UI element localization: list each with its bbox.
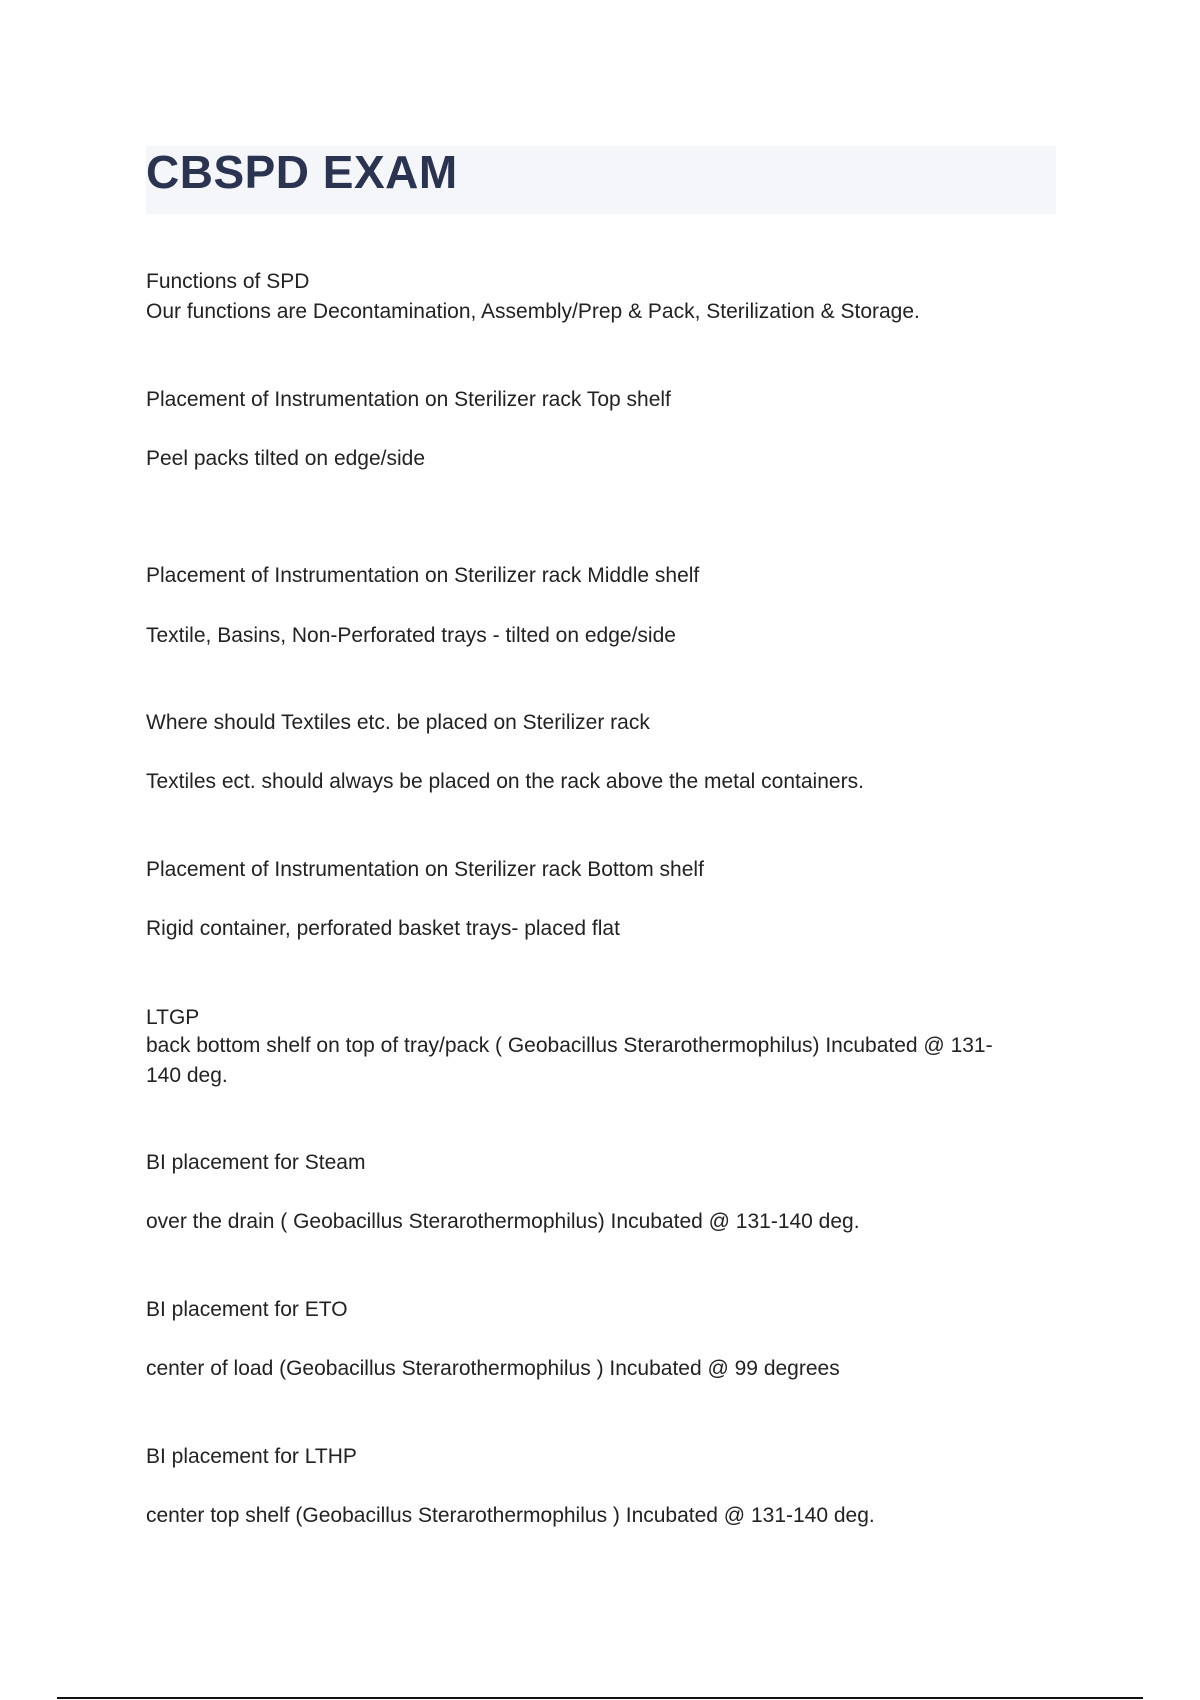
card-definition-bottom-shelf: Rigid container, perforated basket trays- placed flat xyxy=(146,917,620,940)
card-term-bi-eto: BI placement for ETO xyxy=(146,1298,348,1321)
card-term-top-shelf: Placement of Instrumentation on Sterilizer rack Top shelf xyxy=(146,388,671,411)
card-definition-functions-of-spd: Our functions are Decontamination, Assembly/Prep & Pack, Sterilization & Storage. xyxy=(146,300,920,323)
footer-rule xyxy=(57,1697,1143,1699)
card-definition-textiles-placement: Textiles ect. should always be placed on the rack above the metal containers. xyxy=(146,770,864,793)
card-term-bottom-shelf: Placement of Instrumentation on Sterilizer rack Bottom shelf xyxy=(146,858,704,881)
card-term-ltgp: LTGP xyxy=(146,1006,200,1029)
card-term-functions-of-spd: Functions of SPD xyxy=(146,270,310,293)
card-term-textiles-placement: Where should Textiles etc. be placed on Sterilizer rack xyxy=(146,711,650,734)
card-term-bi-lthp: BI placement for LTHP xyxy=(146,1445,357,1468)
card-definition-bi-lthp: center top shelf (Geobacillus Sterarothermophilus ) Incubated @ 131-140 deg. xyxy=(146,1504,875,1527)
card-definition-middle-shelf: Textile, Basins, Non-Perforated trays - tilted on edge/side xyxy=(146,624,676,647)
card-definition-bi-steam: over the drain ( Geobacillus Sterarothermophilus) Incubated @ 131-140 deg. xyxy=(146,1210,860,1233)
card-term-middle-shelf: Placement of Instrumentation on Sterilizer rack Middle shelf xyxy=(146,564,700,587)
card-definition-bi-eto: center of load (Geobacillus Sterarothermophilus ) Incubated @ 99 degrees xyxy=(146,1357,840,1380)
card-term-bi-steam: BI placement for Steam xyxy=(146,1151,366,1174)
card-definition-ltgp: back bottom shelf on top of tray/pack ( Geobacillus Sterarothermophilus) Incubated @ 131-140 deg. xyxy=(146,1034,993,1087)
page-title: CBSPD EXAM xyxy=(146,146,458,198)
card-definition-top-shelf: Peel packs tilted on edge/side xyxy=(146,447,426,470)
